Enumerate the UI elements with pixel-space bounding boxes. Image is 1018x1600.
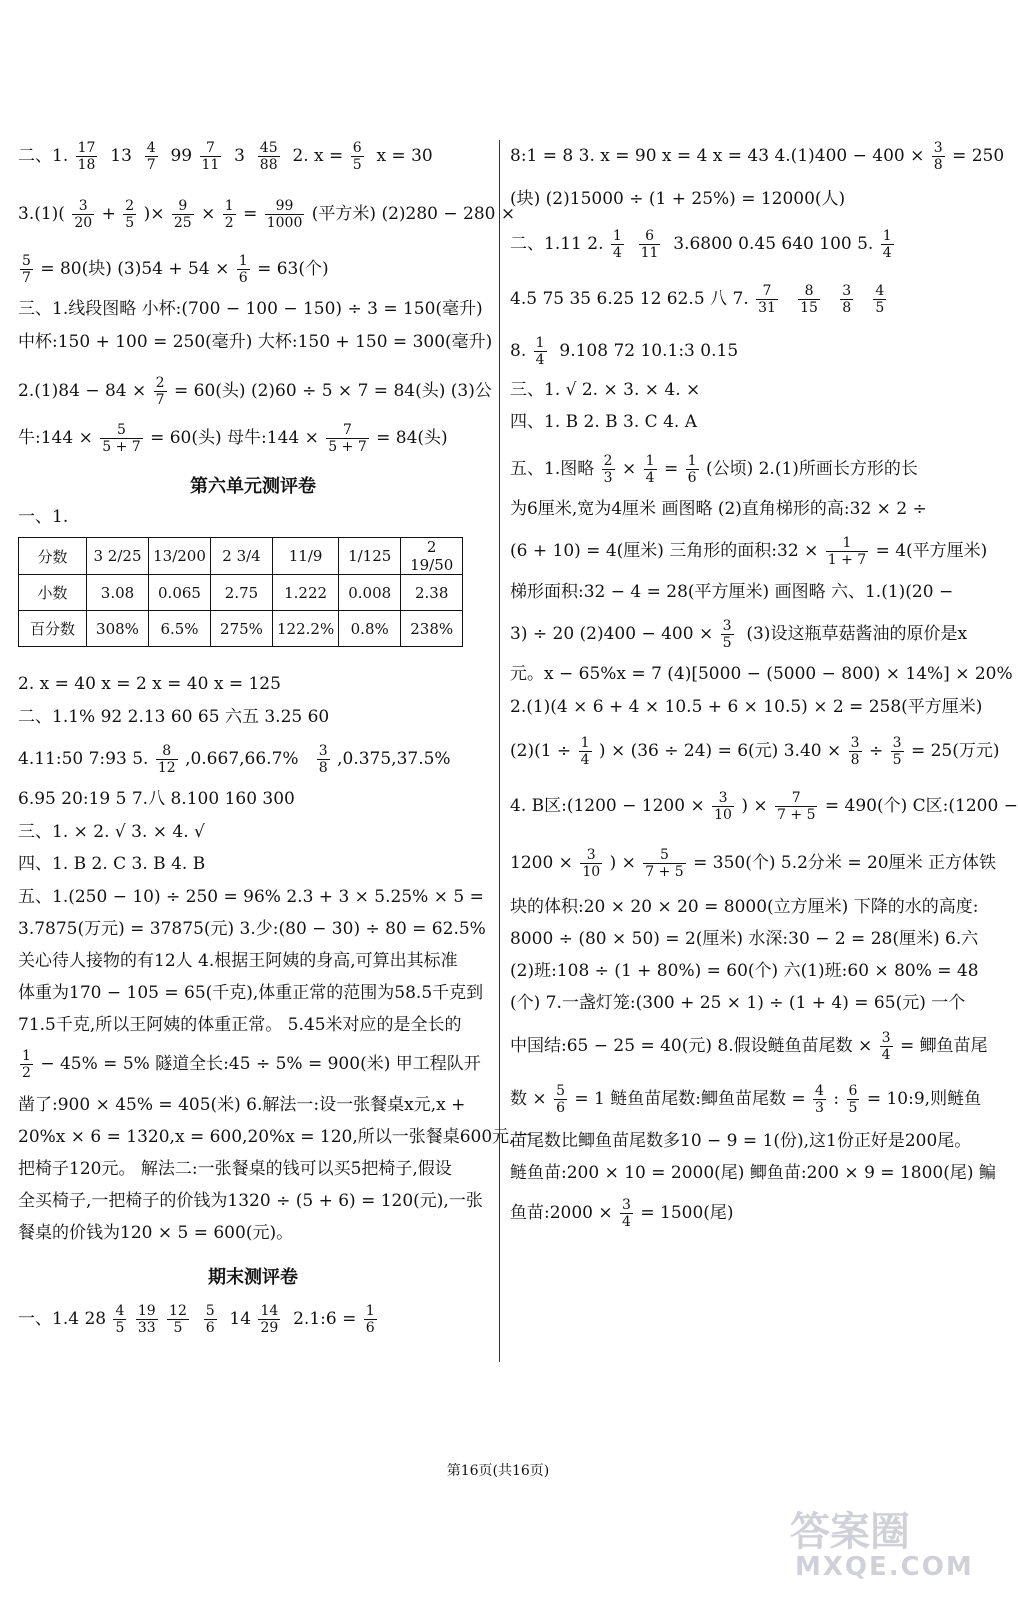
answer-line: 餐桌的价钱为120 × 5 = 600(元)。 — [18, 1223, 294, 1243]
answer-line: 二、1.11 2. $\frac{1}{4}$ $\frac{6}{11}$ 3.6800 0.45 640 100 5. $\frac{1}{4}$ — [510, 228, 892, 261]
answer-line: 关心待人接物的有12人 4.根据王阿姨的身高,可算出其标准 — [18, 951, 458, 971]
answer-line: 8:1 = 8 3. x = 90 x = 4 x = 43 4.(1)400 − 400 × $\frac{3}{8}$ = 250 — [510, 140, 1005, 173]
table-row: 百分数 308% 6.5% 275% 122.2% 0.8% 238% — [19, 611, 463, 647]
answer-line: 一、1. — [18, 507, 69, 527]
answer-line: 全买椅子,一把椅子的价钱为1320 ÷ (5 + 6) = 120(元),一张 — [18, 1191, 483, 1211]
answer-line: 苗尾数比鲫鱼苗尾数多10 − 9 = 1(份),这1份正好是200尾。 — [510, 1131, 972, 1151]
answer-line: 为6厘米,宽为4厘米 画图略 (2)直角梯形的高:32 × 2 ÷ — [510, 499, 927, 519]
answer-line: 元。x − 65%x = 7 (4)[5000 − (5000 − 800) × 14%] × 20% — [510, 664, 1013, 684]
answer-line: 鱼苗:2000 × $\frac{3}{4}$ = 1500(尾) — [510, 1197, 734, 1230]
section-heading: 第六单元测评卷 — [190, 476, 316, 497]
answer-line: 2.(1)(4 × 6 + 4 × 10.5 + 6 × 10.5) × 2 = 258(平方厘米) — [510, 697, 983, 717]
answer-line: 8000 ÷ (80 × 50) = 2(厘米) 水深:30 − 2 = 28(厘米) 6.六 — [510, 929, 979, 949]
answer-line: 一、1.4 28 $\frac{4}{5}$ $\frac{19}{33}$ $\frac{12}{5}$ $\frac{5}{6}$ 14 $\frac{14}{29}$ 2.1:6 = $\frac{1}{6}$ — [18, 1303, 375, 1336]
answer-line: 2.(1)84 − 84 × $\frac{2}{7}$ = 60(头) (2)60 ÷ 5 × 7 = 84(头) (3)公 — [18, 375, 492, 408]
answer-line: 3.(1)( $\frac{3}{20}$ + $\frac{2}{5}$ )× $\frac{9}{25}$ × $\frac{1}{2}$ = $\frac{99}{1000}$ (平方米) (2)280 − 280 × — [18, 198, 516, 231]
answer-line: 凿了:900 × 45% = 405(米) 6.解法一:设一张餐桌x元,x + — [18, 1095, 466, 1115]
answer-line: 体重为170 − 105 = 65(千克),体重正常的范围为58.5千克到 — [18, 983, 484, 1003]
answer-line: 二、1. $\frac{17}{18}$ 13 $\frac{4}{7}$ 99 $\frac{7}{11}$ 3 $\frac{45}{88}$ 2. x = $\frac{6}{5}$ x = 30 — [18, 140, 433, 173]
page-number: 第16页(共16页) — [446, 1463, 550, 1479]
column-divider — [499, 140, 500, 1362]
answer-line: 1200 × $\frac{3}{10}$ ) × $\frac{5}{7 + 5}$ = 350(个) 5.2分米 = 20厘米 正方体铁 — [510, 847, 996, 880]
table-row: 小数 3.08 0.065 2.75 1.222 0.008 2.38 — [19, 575, 463, 611]
answer-line: 20%x × 6 = 1320,x = 600,20%x = 120,所以一张餐桌600元,一 — [18, 1127, 532, 1147]
answer-line: (块) (2)15000 ÷ (1 + 25%) = 12000(人) — [510, 189, 846, 209]
answer-line: 三、1. × 2. √ 3. × 4. √ — [18, 822, 205, 842]
answer-line: $\frac{5}{7}$ = 80(块) (3)54 + 54 × $\frac{1}{6}$ = 63(个) — [22, 253, 329, 286]
answer-line: 牛:144 × $\frac{5}{5 + 7}$ = 60(头) 母牛:144 × $\frac{7}{5 + 7}$ = 84(头) — [18, 422, 448, 455]
answer-line: 梯形面积:32 − 4 = 28(平方厘米) 画图略 六、1.(1)(20 − — [510, 582, 954, 602]
answer-line: 五、1.(250 − 10) ÷ 250 = 96% 2.3 + 3 × 5.25% × 5 = — [18, 887, 484, 907]
answer-line: 中杯:150 + 100 = 250(毫升) 大杯:150 + 150 = 300(毫升) — [18, 332, 493, 352]
conversion-table — [18, 537, 463, 647]
answer-line: 3) ÷ 20 (2)400 − 400 × $\frac{3}{5}$ (3)设这瓶草菇酱油的原价是x — [510, 618, 968, 651]
answer-line: (2)(1 ÷ $\frac{1}{4}$ ) × (36 ÷ 24) = 6(元) 3.40 × $\frac{3}{8}$ ÷ $\frac{3}{5}$ = 25(万元) — [510, 735, 1000, 768]
section-heading: 期末测评卷 — [208, 1267, 298, 1288]
answer-line: 三、1.线段图略 小杯:(700 − 100 − 150) ÷ 3 = 150(毫升) — [18, 299, 483, 319]
answer-line: (6 + 10) = 4(厘米) 三角形的面积:32 × $\frac{1}{1 + 7}$ = 4(平方厘米) — [510, 535, 988, 568]
answer-line: 五、1.图略 $\frac{2}{3}$ × $\frac{1}{4}$ = $\frac{1}{6}$ (公顷) 2.(1)所画长方形的长 — [510, 453, 918, 486]
answer-line: (个) 7.一盏灯笼:(300 + 25 × 1) ÷ (1 + 4) = 65(元) 一个 — [510, 993, 966, 1013]
answer-line: 把椅子120元。 解法二:一张餐桌的钱可以买5把椅子,假设 — [18, 1159, 452, 1179]
answer-line: 四、1. B 2. C 3. B 4. B — [18, 854, 206, 874]
table-row: 分数 3 2/25 13/200 2 3/4 11/9 1/125 2 19/50 — [19, 538, 463, 575]
answer-line: 三、1. √ 2. × 3. × 4. × — [510, 380, 701, 400]
answer-line: 四、1. B 2. B 3. C 4. A — [510, 412, 697, 432]
watermark-logo: 答案圈 — [790, 1509, 910, 1555]
answer-line: 块的体积:20 × 20 × 20 = 8000(立方厘米) 下降的水的高度: — [510, 897, 979, 917]
answer-line: 2. x = 40 x = 2 x = 40 x = 125 — [18, 674, 281, 694]
answer-line: 数 × $\frac{5}{6}$ = 1 鲢鱼苗尾数:鲫鱼苗尾数 = $\frac{4}{3}$ : $\frac{6}{5}$ = 10:9,则鲢鱼 — [510, 1083, 982, 1116]
answer-line: 8. $\frac{1}{4}$ 9.108 72 10.1:3 0.15 — [510, 335, 739, 368]
answer-line: 4.11:50 7:93 5. $\frac{8}{12}$ ,0.667,66.7% $\frac{3}{8}$ ,0.375,37.5% — [18, 743, 451, 776]
watermark-url: MXQE.COM — [795, 1552, 974, 1582]
answer-line: 4.5 75 35 6.25 12 62.5 八 7. $\frac{7}{31}$ $\frac{8}{15}$ $\frac{3}{8}$ $\frac{4}{5}$ — [510, 283, 885, 316]
answer-line: 鲢鱼苗:200 × 10 = 2000(尾) 鲫鱼苗:200 × 9 = 1800(尾) 鳊 — [510, 1163, 996, 1183]
answer-line: (2)班:108 ÷ (1 + 80%) = 60(个) 六(1)班:60 × 80% = 48 — [510, 961, 979, 981]
answer-line: 6.95 20:19 5 7.八 8.100 160 300 — [18, 789, 295, 809]
answer-line: $\frac{1}{2}$ − 45% = 5% 隧道全长:45 ÷ 5% = 900(米) 甲工程队开 — [22, 1048, 481, 1081]
answer-line: 71.5千克,所以王阿姨的体重正常。 5.45米对应的是全长的 — [18, 1015, 462, 1035]
answer-line: 中国结:65 − 25 = 40(元) 8.假设鲢鱼苗尾数 × $\frac{3}{4}$ = 鲫鱼苗尾 — [510, 1030, 988, 1063]
answer-line: 3.7875(万元) = 37875(元) 3.少:(80 − 30) ÷ 80 = 62.5% — [18, 919, 486, 939]
answer-line: 二、1.1% 92 2.13 60 65 六五 3.25 60 — [18, 707, 330, 727]
answer-line: 4. B区:(1200 − 1200 × $\frac{3}{10}$ ) × $\frac{7}{7 + 5}$ = 490(个) C区:(1200 − — [510, 790, 1018, 823]
